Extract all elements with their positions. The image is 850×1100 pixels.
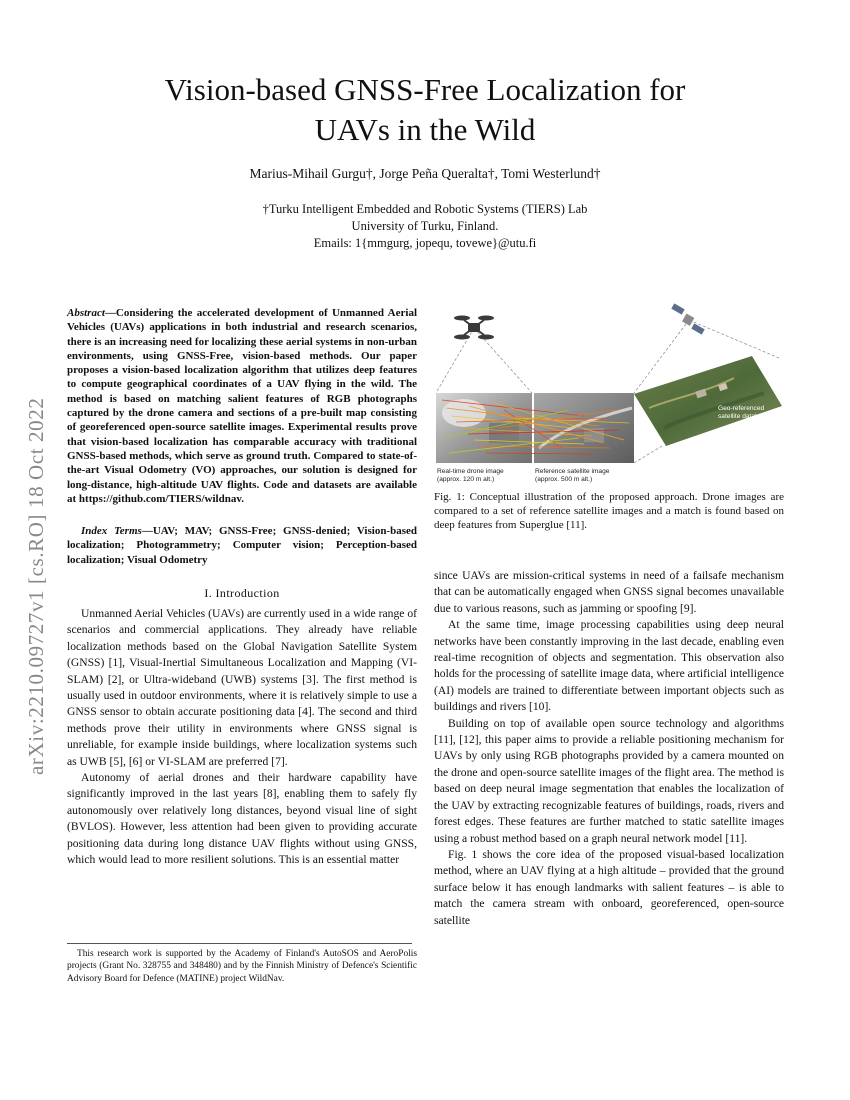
drone-image-label: Real-time drone image bbox=[437, 468, 504, 475]
paragraph: since UAVs are mission-critical systems in need of a failsafe mechanism that can be automatically engaged when GNSS signal becomes unavailable due to various reasons, such as jamming or spoofing [9]. bbox=[434, 569, 784, 615]
figure-caption: Fig. 1: Conceptual illustration of the proposed approach. Drone images are compared to a set of reference satellite images and a match is found based on deep features from Superglue [11]. bbox=[434, 491, 784, 531]
figure-1-illustration bbox=[434, 298, 784, 488]
affiliation-university: University of Turku, Finland. bbox=[351, 219, 499, 233]
footnote-text: This research work is supported by the Academy of Finland's AutoSOS and AeroPolis projects (Grant No. 328755 and 348480) and by the Finnish Ministry of Defence's Scientific Advisory Board for Defence (MATINE) project WildNav. bbox=[67, 949, 417, 984]
database-label-1: Geo-referenced bbox=[718, 405, 765, 412]
affiliation-block bbox=[60, 201, 790, 252]
author-list: Marius-Mihail Gurgu†, Jorge Peña Queralta†, Tomi Westerlund† bbox=[249, 166, 601, 181]
paragraph: Building on top of available open source technology and algorithms [11], [12], this paper aims to provide a reliable positioning mechanism for UAVs by only using RGB photographs provided by a camera mounted on the drone and open-source satellite images of the flight area. The method is based on deep neural image segmentation that enables the localization of the UAV by extracting recognizable features of buildings, roads, rivers and forest edges. These features are further matched to static satellite images using a robust method based on a graph neural network model [11]. bbox=[434, 716, 784, 845]
right-body bbox=[434, 568, 784, 929]
paragraph: Unmanned Aerial Vehicles (UAVs) are currently used in a wide range of scenarios and commercial applications. They already have reliable localization methods based on the Global Navigation Satellite System (GNSS) [1], Visual-Inertial Simultaneous Localization and Mapping (VI-SLAM) [2], or Ultra-wideband (UWB) systems [3]. The first method is usually used in outdoor environments, where it is relatively simple to use a GNSS sensor to obtain accurate positioning data [4]. The second and third methods prove their utility in environments where GNSS signal is unreliable, for example inside buildings, where localization systems such as UWB [5], [6] or VI-SLAM are preferred [7]. bbox=[67, 607, 417, 768]
footnote-rule bbox=[67, 943, 412, 944]
drone-image-alt: (approx. 120 m alt.) bbox=[437, 476, 495, 483]
affiliation-lab: †Turku Intelligent Embedded and Robotic Systems (TIERS) Lab bbox=[262, 202, 588, 216]
title-line-2: UAVs in the Wild bbox=[314, 112, 536, 147]
reference-image-label: Reference satellite image bbox=[535, 468, 610, 475]
paragraph: At the same time, image processing capabilities using deep neural networks have been constantly improving in the last decade, enabling even real-time recognition of objects and segmentation. This observation also holds for the processing of satellite image data, where artificial intelligence (AI) models are trained to differentiate between important objects such as buildings and rivers [10]. bbox=[434, 618, 784, 714]
figure-1 bbox=[434, 298, 784, 488]
drone-icon bbox=[454, 316, 494, 340]
index-terms bbox=[67, 524, 417, 567]
abstract-text: —Considering the accelerated development of Unmanned Aerial Vehicles (UAVs) applications in both industrial and research scenarios, there is an increasing need for localizing these aerial systems in non-urban environments, using GNSS-Free, vision-based methods. Our paper proposes a vision-based localization algorithm that utilizes deep features to compute geographical coordinates of a UAV flying in the wild. The method is based on matching salient features of RGB photographs captured by the drone camera and sections of a pre-built map consisting of georeferenced open-source satellite images. Experimental results prove that vision-based localization has comparable accuracy with traditional GNSS-based methods, which serve as ground truth. Compared to state-of-the-art Visual Odometry (VO) approaches, our solution is designed for long-distance, high-altitude UAV flights. Code and datasets are available at https://github.com/TIERS/wildnav. bbox=[67, 307, 417, 505]
paragraph: Autonomy of aerial drones and their hardware capability have significantly improved in the last years [8], enabling them to safely fly autonomously over relatively long distances, beyond visual line of sight (BVLOS). However, less attention had been given to providing accurate positioning data during long distance UAV flights without using GNSS, which would lead to more resilient solutions. This is an essential matter bbox=[67, 771, 417, 867]
satellite-icon bbox=[671, 303, 704, 334]
abstract-lead: Abstract bbox=[67, 307, 105, 319]
section-heading: I. Introduction bbox=[204, 586, 280, 600]
index-terms-text: —UAV; MAV; GNSS-Free; GNSS-denied; Vision-based localization; Photogrammetry; Computer vision; Perception-based localization; Visual Odometry bbox=[67, 525, 417, 566]
database-label-2: satellite database bbox=[718, 413, 770, 420]
arxiv-stamp: arXiv:2210.09727v1 [cs.RO] 18 Oct 2022 bbox=[24, 397, 48, 775]
footnote bbox=[67, 948, 417, 985]
paper-title bbox=[60, 70, 790, 150]
left-body bbox=[67, 606, 417, 869]
reference-image-alt: (approx. 500 m alt.) bbox=[535, 476, 593, 483]
paragraph: Fig. 1 shows the core idea of the proposed visual-based localization method, where an UAV flying at a high altitude – provided that the ground surface below it has enough landmarks with salient features – is able to match the camera stream with onboard, georeferenced, open-source satellite bbox=[434, 847, 784, 927]
affiliation-emails: Emails: 1{mmgurg, jopequ, tovewe}@utu.fi bbox=[313, 236, 537, 250]
abstract bbox=[67, 306, 417, 506]
index-terms-lead: Index Terms bbox=[81, 525, 142, 537]
title-line-1: Vision-based GNSS-Free Localization for bbox=[164, 72, 686, 107]
satellite-database-tile bbox=[634, 356, 782, 446]
